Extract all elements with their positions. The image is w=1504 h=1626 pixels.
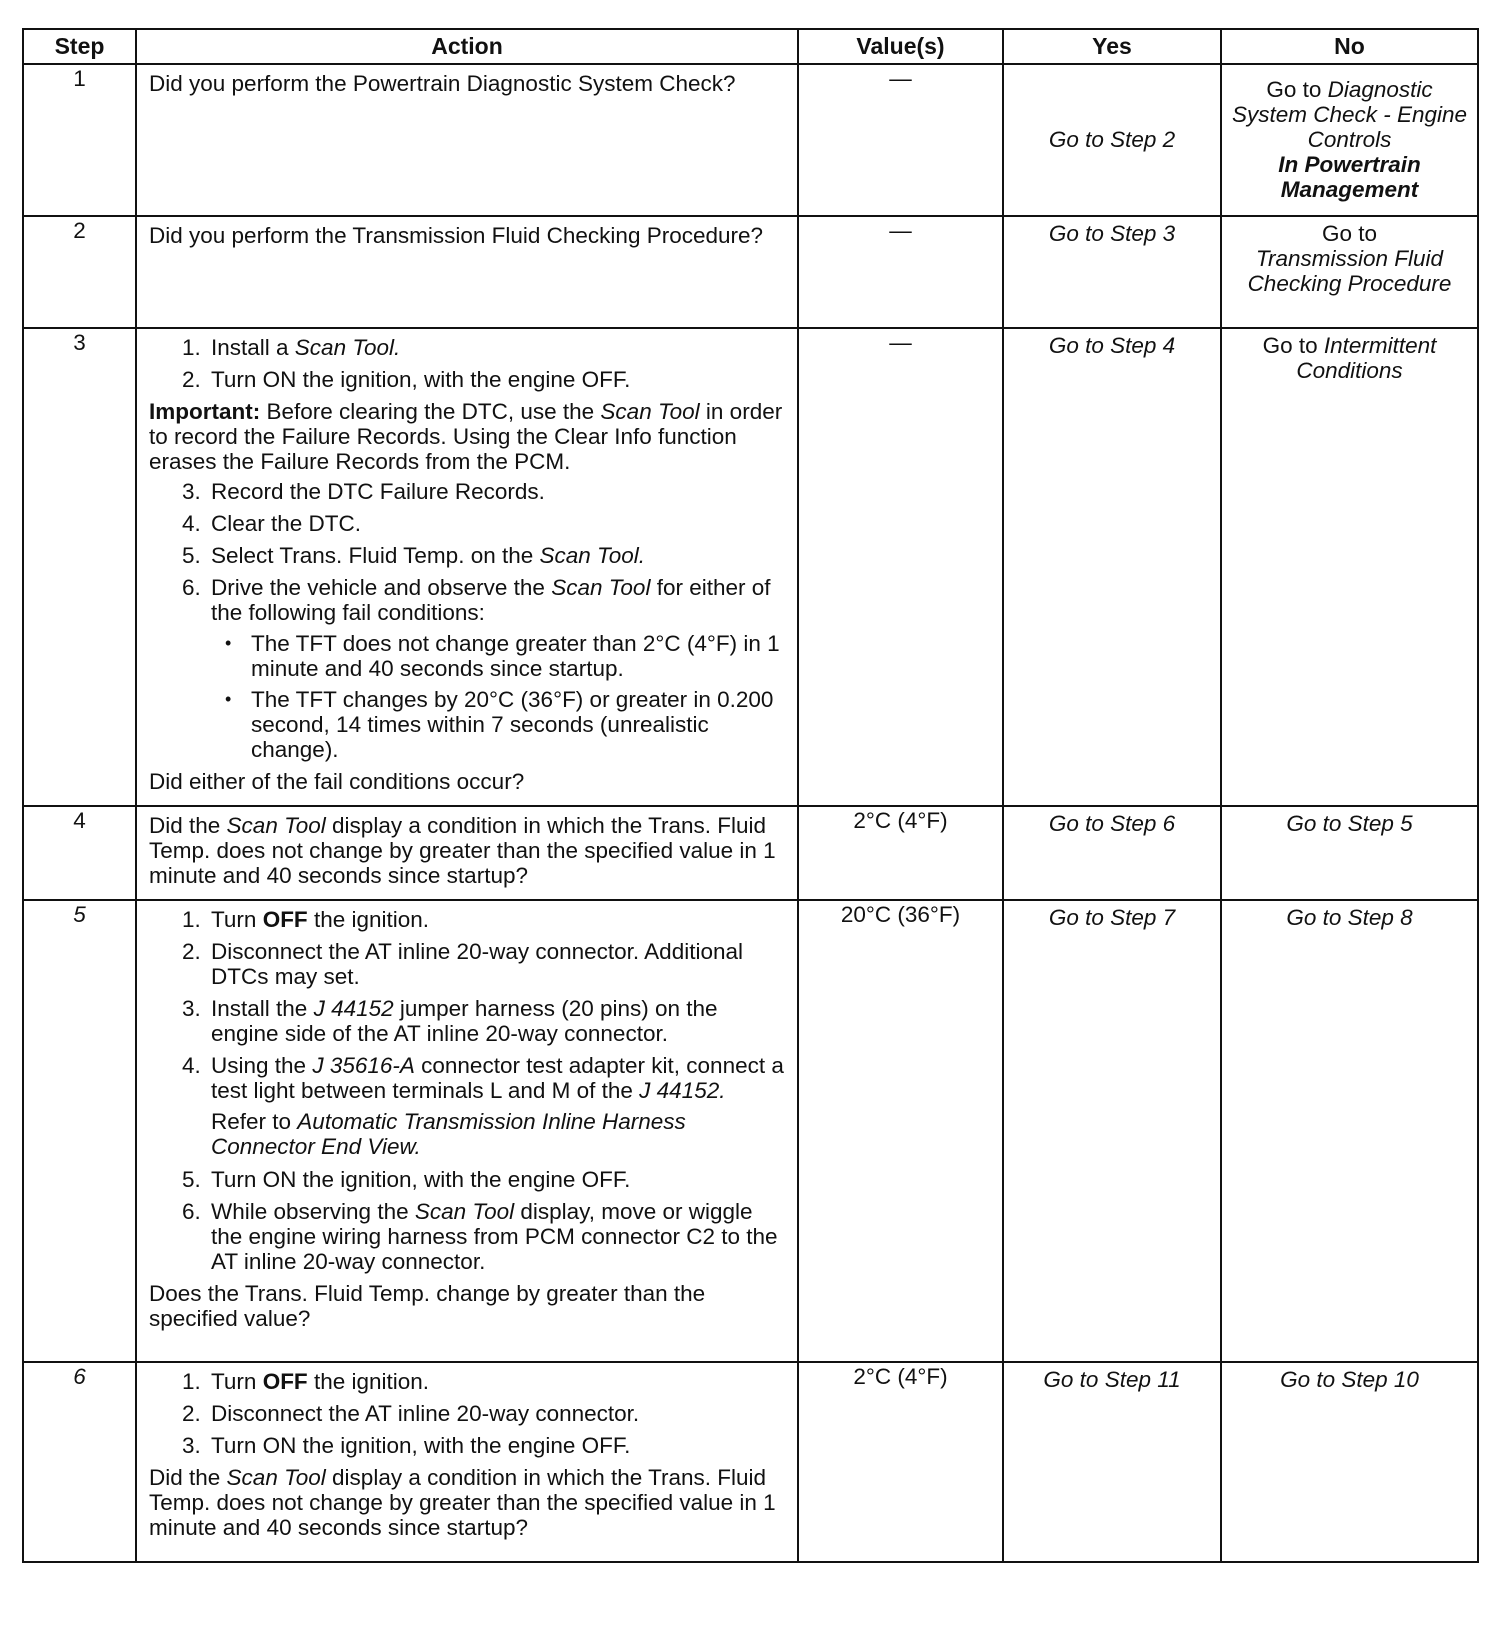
procedure-step: 4. Clear the DTC. bbox=[207, 511, 787, 536]
no-prefix: Go to bbox=[1321, 221, 1378, 246]
yes-cell: Go to Step 6 bbox=[1003, 806, 1221, 900]
no-link-text: Diagnostic System Check - Engine Controls bbox=[1231, 77, 1468, 152]
procedure-step: 6. Drive the vehicle and observe the Scan Tool for either of the following fail conditions: • The TFT does not change greater than 2°C (4°F) in 1 minute and 40 seconds since startup. • The TFT changes by 20°C (36°F) or greater in 0.200 second, 14 times within 7 seconds (unrealistic change). bbox=[207, 575, 787, 762]
action-cell bbox=[136, 64, 798, 216]
procedure-step: 2. Turn ON the ignition, with the engine OFF. bbox=[207, 367, 787, 392]
yes-cell: Go to Step 7 bbox=[1003, 900, 1221, 1362]
no-cell: Go to Step 8 bbox=[1221, 900, 1478, 1362]
no-link-text: Intermittent Conditions bbox=[1296, 333, 1437, 383]
reference-note: Refer to Automatic Transmission Inline Harness Connector End View. bbox=[211, 1109, 686, 1159]
fail-condition: • The TFT does not change greater than 2°C (4°F) in 1 minute and 40 seconds since startup. bbox=[247, 631, 787, 681]
header-no: No bbox=[1221, 29, 1478, 64]
procedure-list bbox=[149, 479, 787, 762]
step-number: 1 bbox=[23, 64, 136, 216]
value-cell: 20°C (36°F) bbox=[798, 900, 1003, 1362]
procedure-step: 3. Record the DTC Failure Records. bbox=[207, 479, 787, 504]
action-cell bbox=[136, 216, 798, 328]
header-values: Value(s) bbox=[798, 29, 1003, 64]
no-prefix: Go to bbox=[1262, 333, 1324, 358]
no-link-text: Transmission Fluid Checking Procedure bbox=[1247, 246, 1452, 296]
procedure-list bbox=[149, 335, 787, 392]
procedure-step: 5. Select Trans. Fluid Temp. on the Scan Tool. bbox=[207, 543, 787, 568]
action-cell bbox=[136, 900, 798, 1362]
procedure-step: 3. Install the J 44152 jumper harness (20 pins) on the engine side of the AT inline 20-way connector. bbox=[207, 996, 787, 1046]
header-row bbox=[23, 29, 1478, 64]
procedure-list bbox=[149, 907, 787, 1274]
question-text: Did you perform the Powertrain Diagnostic System Check? bbox=[149, 71, 736, 96]
header-action: Action bbox=[136, 29, 798, 64]
procedure-step: 1. Install a Scan Tool. bbox=[207, 335, 787, 360]
no-cell bbox=[1221, 328, 1478, 806]
no-cell bbox=[1221, 64, 1478, 216]
question-text: Did either of the fail conditions occur? bbox=[149, 769, 525, 794]
procedure-step: 2. Disconnect the AT inline 20-way connector. Additional DTCs may set. bbox=[207, 939, 787, 989]
action-cell bbox=[136, 1362, 798, 1562]
action-cell bbox=[136, 328, 798, 806]
question-text: Did the Scan Tool display a condition in which the Trans. Fluid Temp. does not change by greater than the specified value in 1 minute and 40 seconds since startup? bbox=[149, 1465, 776, 1540]
table-row bbox=[23, 1362, 1478, 1562]
header-yes: Yes bbox=[1003, 29, 1221, 64]
value-cell: 2°C (4°F) bbox=[798, 806, 1003, 900]
procedure-list bbox=[149, 1369, 787, 1458]
step-number: 6 bbox=[23, 1362, 136, 1562]
value-cell: 2°C (4°F) bbox=[798, 1362, 1003, 1562]
procedure-step: 1. Turn OFF the ignition. bbox=[207, 907, 787, 932]
step-number: 3 bbox=[23, 328, 136, 806]
step-number: 5 bbox=[23, 900, 136, 1362]
no-cell bbox=[1221, 216, 1478, 328]
procedure-step: 2. Disconnect the AT inline 20-way connector. bbox=[207, 1401, 787, 1426]
question-text: Does the Trans. Fluid Temp. change by greater than the specified value? bbox=[149, 1281, 706, 1331]
yes-cell: Go to Step 4 bbox=[1003, 328, 1221, 806]
procedure-step: 3. Turn ON the ignition, with the engine OFF. bbox=[207, 1433, 787, 1458]
header-step: Step bbox=[23, 29, 136, 64]
yes-cell: Go to Step 3 bbox=[1003, 216, 1221, 328]
procedure-step: 1. Turn OFF the ignition. bbox=[207, 1369, 787, 1394]
table-row bbox=[23, 64, 1478, 216]
table-row bbox=[23, 328, 1478, 806]
value-cell: — bbox=[798, 216, 1003, 328]
yes-cell: Go to Step 2 bbox=[1003, 64, 1221, 216]
table-row bbox=[23, 900, 1478, 1362]
action-cell bbox=[136, 806, 798, 900]
procedure-step: 4. Using the J 35616-A connector test adapter kit, connect a test light between terminals L and M of the J 44152. Refer to Automatic Transmission Inline Harness Connector End View. bbox=[207, 1053, 787, 1159]
question-text: Did you perform the Transmission Fluid Checking Procedure? bbox=[149, 223, 764, 248]
step-number: 2 bbox=[23, 216, 136, 328]
important-note: Important: Before clearing the DTC, use the Scan Tool in order to record the Failure Records. Using the Clear Info function erases the Failure Records from the PCM. bbox=[149, 399, 783, 474]
step-number: 4 bbox=[23, 806, 136, 900]
procedure-step: 5. Turn ON the ignition, with the engine OFF. bbox=[207, 1167, 787, 1192]
diagnostic-table bbox=[22, 28, 1479, 1563]
no-prefix: Go to bbox=[1266, 77, 1328, 102]
yes-cell: Go to Step 11 bbox=[1003, 1362, 1221, 1562]
no-link-bold: In Powertrain Management bbox=[1278, 152, 1421, 202]
procedure-step: 6. While observing the Scan Tool display, move or wiggle the engine wiring harness from PCM connector C2 to the AT inline 20-way connector. bbox=[207, 1199, 787, 1274]
table-row bbox=[23, 216, 1478, 328]
value-cell: — bbox=[798, 328, 1003, 806]
fail-condition: • The TFT changes by 20°C (36°F) or greater in 0.200 second, 14 times within 7 seconds (unrealistic change). bbox=[247, 687, 787, 762]
table-row bbox=[23, 806, 1478, 900]
no-cell: Go to Step 5 bbox=[1221, 806, 1478, 900]
question-text: Did the Scan Tool display a condition in which the Trans. Fluid Temp. does not change by greater than the specified value in 1 minute and 40 seconds since startup? bbox=[149, 813, 776, 888]
value-cell: — bbox=[798, 64, 1003, 216]
no-cell: Go to Step 10 bbox=[1221, 1362, 1478, 1562]
fail-condition-list bbox=[211, 631, 787, 762]
